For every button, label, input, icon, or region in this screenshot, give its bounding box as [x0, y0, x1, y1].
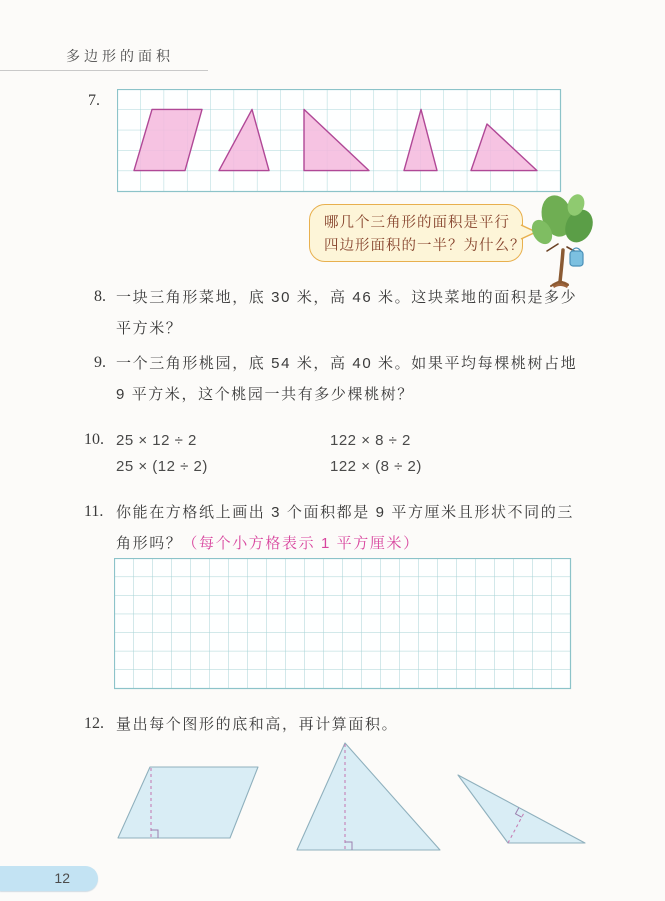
problem7-number: 7. [88, 92, 100, 109]
problem9-line1: 一个三角形桃园，底 54 米，高 40 米。如果平均每棵桃树占地 [116, 355, 578, 372]
header-rule [0, 70, 208, 71]
grid-lines [115, 559, 571, 689]
speech-bubble [309, 204, 526, 262]
expression-4: 122 × (8 ÷ 2) [330, 458, 422, 475]
problem7-grid [117, 89, 562, 193]
page-number-badge: 12 [0, 866, 98, 891]
problem8-line1: 一块三角形菜地，底 30 米，高 46 米。这块菜地的面积是多少 [116, 289, 578, 306]
expression-2: 122 × 8 ÷ 2 [330, 432, 411, 449]
measure-obtuse-triangle [458, 775, 585, 843]
problem9-line2: 9 平方米，这个桃园一共有多少棵桃树？ [116, 386, 414, 403]
bubble-line2: 四边形面积的一半？为什么？ [324, 238, 526, 254]
problem11-line2 [116, 534, 420, 554]
measure-triangle [297, 743, 440, 850]
problem11-number: 11. [84, 503, 104, 520]
bubble-line1: 哪几个三角形的面积是平行 [324, 215, 510, 231]
problem9-number: 9. [94, 354, 106, 371]
problem12-number: 12. [84, 715, 104, 732]
measure-parallelogram [118, 767, 258, 838]
problem12-figures [100, 738, 600, 863]
expression-1: 25 × 12 ÷ 2 [116, 432, 197, 449]
problem12-text: 量出每个图形的底和高，再计算面积。 [116, 716, 399, 733]
problem11-line2-black: 角形吗？ [116, 535, 183, 552]
problem11-grid [114, 558, 572, 690]
problem8-number: 8. [94, 288, 106, 305]
problem11-line1: 你能在方格纸上画出 3 个面积都是 9 平方厘米且形状不同的三 [116, 504, 574, 521]
problem10-number: 10. [84, 431, 104, 448]
seedling-mascot-icon [527, 190, 602, 290]
problem11-line2-note: （每个小方格表示 1 平方厘米） [182, 535, 420, 552]
chapter-title: 多边形的面积 [66, 48, 174, 64]
problem8-line2: 平方米？ [116, 320, 183, 337]
expression-3: 25 × (12 ÷ 2) [116, 458, 208, 475]
